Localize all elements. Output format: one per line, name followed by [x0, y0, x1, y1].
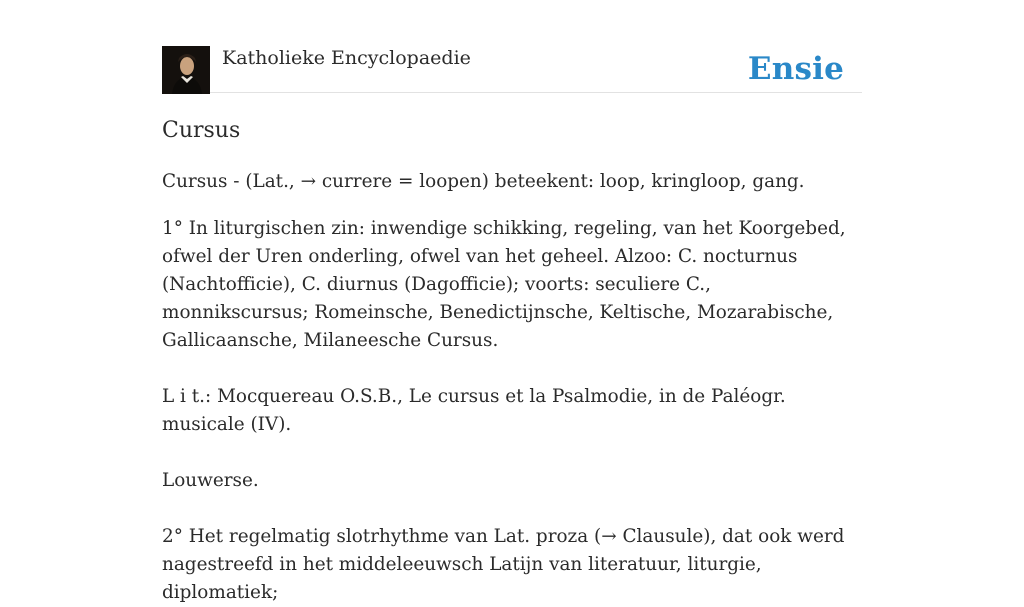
- site-header: [162, 46, 862, 93]
- brand-logo[interactable]: Ensie: [747, 51, 844, 87]
- site-name[interactable]: Katholieke Encyclopaedie: [222, 47, 471, 69]
- definition-paragraph-1: 1° In liturgischen zin: inwendige schikking, regeling, van het Koorgebed, ofwel der Uren onderling, ofwel van het geheel. Alzoo: C. nocturnus (Nachtofficie), C. diurnus (Dagofficie); voorts: seculiere C., monnikscursus; Romeinsche, Benedictijnsche, Keltische, Mozarabische, Gallicaansche, Milaneesche Cursus.: [162, 218, 846, 351]
- article-body: [162, 168, 862, 607]
- definition-paragraph-2: 2° Het regelmatig slotrhythme van Lat. proza (→ Clausule), dat ook werd nagestreefd in het middeleeuwsch Latijn van literatuur, liturgie, diplomatiek;: [162, 526, 845, 603]
- portrait-avatar-icon[interactable]: [162, 46, 210, 94]
- author-signature: Louwerse.: [162, 470, 259, 491]
- literature-paragraph: L i t.: Mocquereau O.S.B., Le cursus et la Psalmodie, in de Paléogr. musicale (IV).: [162, 386, 786, 435]
- lead-paragraph: Cursus - (Lat., → currere = loopen) beteekent: loop, kringloop, gang.: [162, 171, 805, 192]
- page-title: Cursus: [162, 118, 241, 143]
